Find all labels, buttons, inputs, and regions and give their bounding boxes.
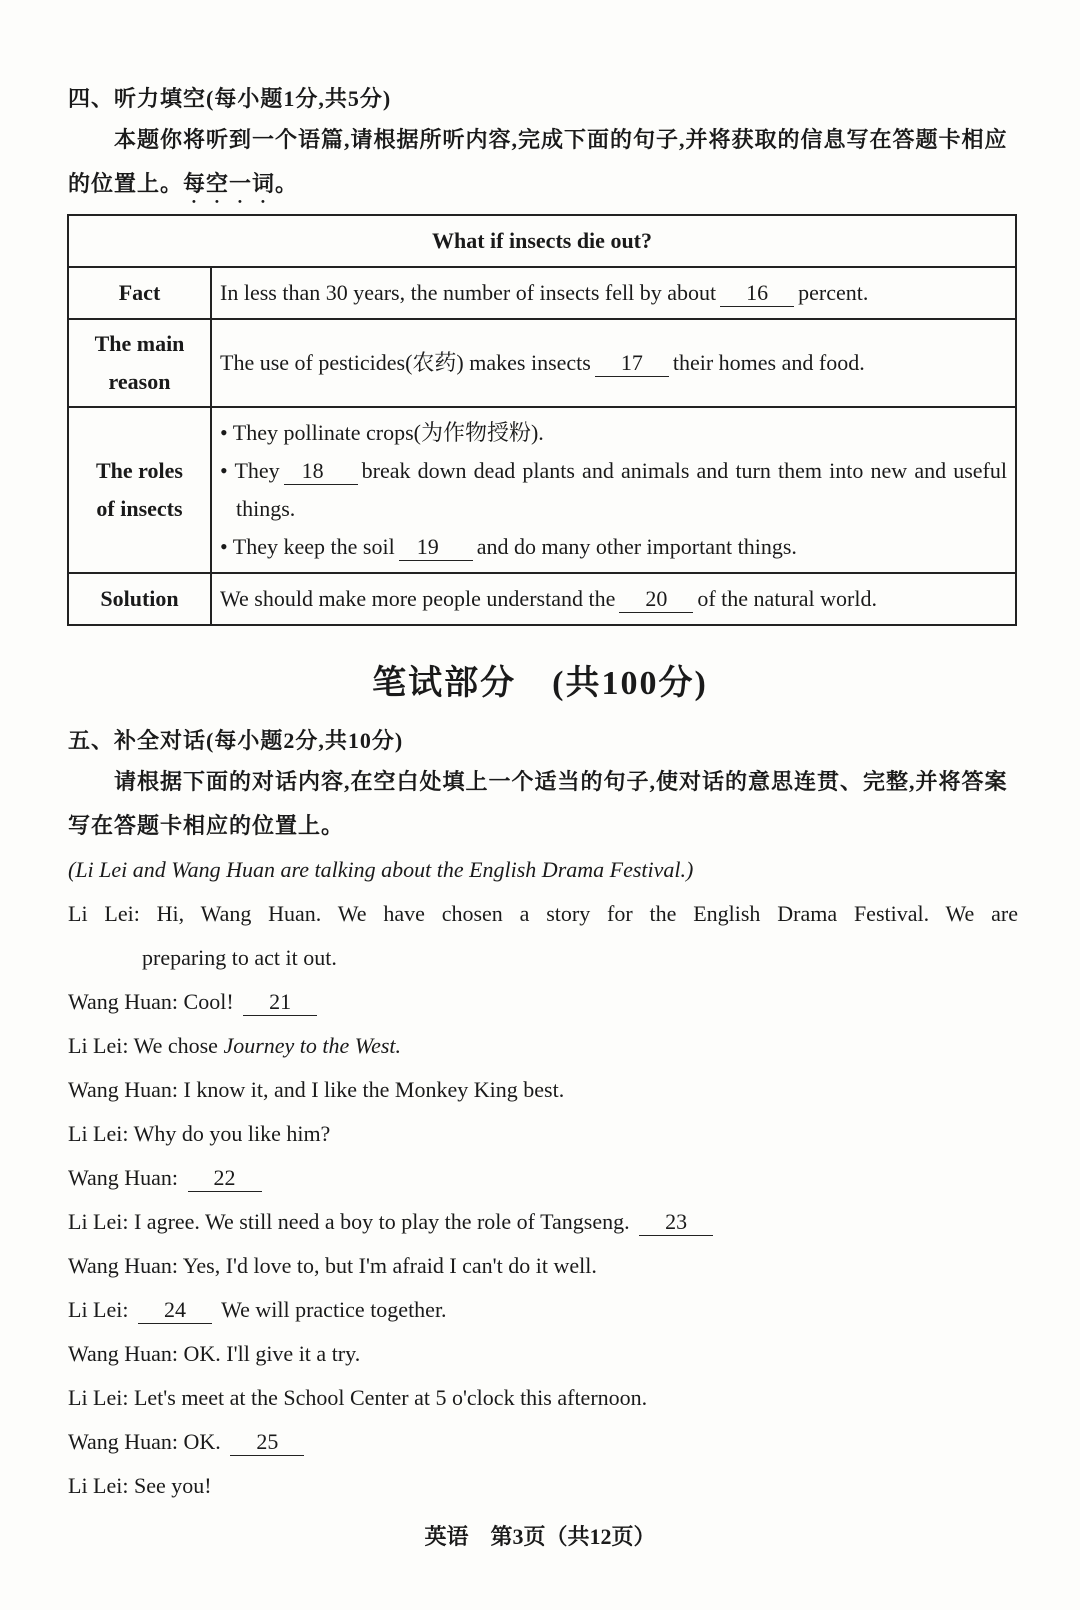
answer-blank-17[interactable]: 17 <box>595 350 669 377</box>
instruction-text: 本题你将听到一个语篇,请根据所听内容,完成下面的句子,并将获取的信息写在答题卡相应的位置上。 <box>68 127 1008 196</box>
line-text: Wang Huan: <box>68 1165 179 1190</box>
fact-text-end: percent. <box>798 280 869 305</box>
dialogue-line: Li Lei: Hi, Wang Huan. We have chosen a story for the English Drama Festival. We are <box>68 901 1018 926</box>
solution-label: Solution <box>68 573 211 625</box>
line-text-end: We will practice together. <box>221 1297 447 1322</box>
roles-label <box>68 407 211 573</box>
dialogue-instruction: 请根据下面的对话内容,在空白处填上一个适当的句子,使对话的意思连贯、完整,并将答案写在答题卡相应的位置上。 <box>68 769 1008 838</box>
listening-instruction <box>68 118 1018 208</box>
dialogue-line: Wang Huan: OK. I'll give it a try. <box>68 1341 361 1366</box>
role-3-text-end: and do many other important things. <box>476 534 797 559</box>
dialogue-line <box>68 1024 1018 1068</box>
role-1: • They pollinate crops(为作物授粉). <box>220 420 544 445</box>
dialogue-line: Li Lei: Why do you like him? <box>68 1121 331 1146</box>
roles-label-line2: of insects <box>96 496 183 521</box>
answer-blank-25[interactable]: 25 <box>230 1429 304 1456</box>
role-2-text-end: break down dead plants and animals and turn them into new and useful things. <box>236 458 1007 521</box>
answer-blank-18[interactable]: 18 <box>284 458 358 485</box>
answer-blank-16[interactable]: 16 <box>720 280 794 307</box>
dialogue-line <box>68 1420 1018 1464</box>
fact-text: In less than 30 years, the number of insects fell by about <box>220 280 717 305</box>
role-2 <box>220 452 1007 528</box>
listening-heading: 四、听力填空(每小题1分,共5分) <box>68 86 392 111</box>
listening-table <box>67 214 1017 626</box>
line-text: Li Lei: <box>68 1297 129 1322</box>
line-text: Wang Huan: OK. <box>68 1429 221 1454</box>
dialogue-line <box>68 1200 1018 1244</box>
solution-text: We should make more people understand the <box>220 586 616 611</box>
roles-label-line1: The roles <box>96 458 183 483</box>
dialogue-line <box>68 1156 1018 1200</box>
role-3 <box>220 528 1007 566</box>
dialogue-line-continued: preparing to act it out. <box>142 945 337 970</box>
line-text: Li Lei: We chose <box>68 1033 224 1058</box>
reason-label-line2: reason <box>108 369 171 394</box>
instruction-end: 。 <box>275 171 299 196</box>
dialogue-heading: 五、补全对话(每小题2分,共10分) <box>68 728 404 753</box>
answer-blank-23[interactable]: 23 <box>639 1209 713 1236</box>
dialogue-line: Wang Huan: Yes, I'd love to, but I'm afraid I can't do it well. <box>68 1253 597 1278</box>
answer-blank-19[interactable]: 19 <box>399 534 473 561</box>
fact-label: Fact <box>68 267 211 319</box>
dialogue-line: Wang Huan: I know it, and I like the Monkey King best. <box>68 1077 565 1102</box>
solution-text-end: of the natural world. <box>697 586 877 611</box>
dialogue-line <box>68 1288 1018 1332</box>
dialogue <box>68 848 1018 1508</box>
reason-text-end: their homes and food. <box>672 350 865 375</box>
answer-blank-22[interactable]: 22 <box>188 1165 262 1192</box>
page-footer: 英语 第3页（共12页） <box>424 1524 656 1549</box>
dialogue-line <box>68 980 1018 1024</box>
dialogue-line: Li Lei: Let's meet at the School Center at 5 o'clock this afternoon. <box>68 1385 648 1410</box>
role-3-text: • They keep the soil <box>220 534 395 559</box>
answer-blank-21[interactable]: 21 <box>243 989 317 1016</box>
dialogue-line: Li Lei: See you! <box>68 1473 212 1498</box>
emphasis-text: 每空一词 <box>183 171 276 196</box>
roles-cell <box>211 407 1016 573</box>
answer-blank-20[interactable]: 20 <box>619 586 693 613</box>
reason-label <box>68 319 211 407</box>
written-section-title: 笔试部分 (共100分) <box>372 665 708 702</box>
answer-blank-24[interactable]: 24 <box>138 1297 212 1324</box>
dialogue-context: (Li Lei and Wang Huan are talking about the English Drama Festival.) <box>68 857 694 882</box>
reason-label-line1: The main <box>94 331 185 356</box>
table-title: What if insects die out? <box>68 215 1016 267</box>
fact-cell <box>211 267 1016 319</box>
reason-cell <box>211 319 1016 407</box>
line-text: Wang Huan: Cool! <box>68 989 234 1014</box>
role-2-text: • They <box>220 458 280 483</box>
line-text: Li Lei: I agree. We still need a boy to play the role of Tangseng. <box>68 1209 630 1234</box>
book-title: Journey to the West. <box>223 1033 402 1058</box>
reason-text: The use of pesticides(农药) makes insects <box>220 350 591 375</box>
solution-cell <box>211 573 1016 625</box>
